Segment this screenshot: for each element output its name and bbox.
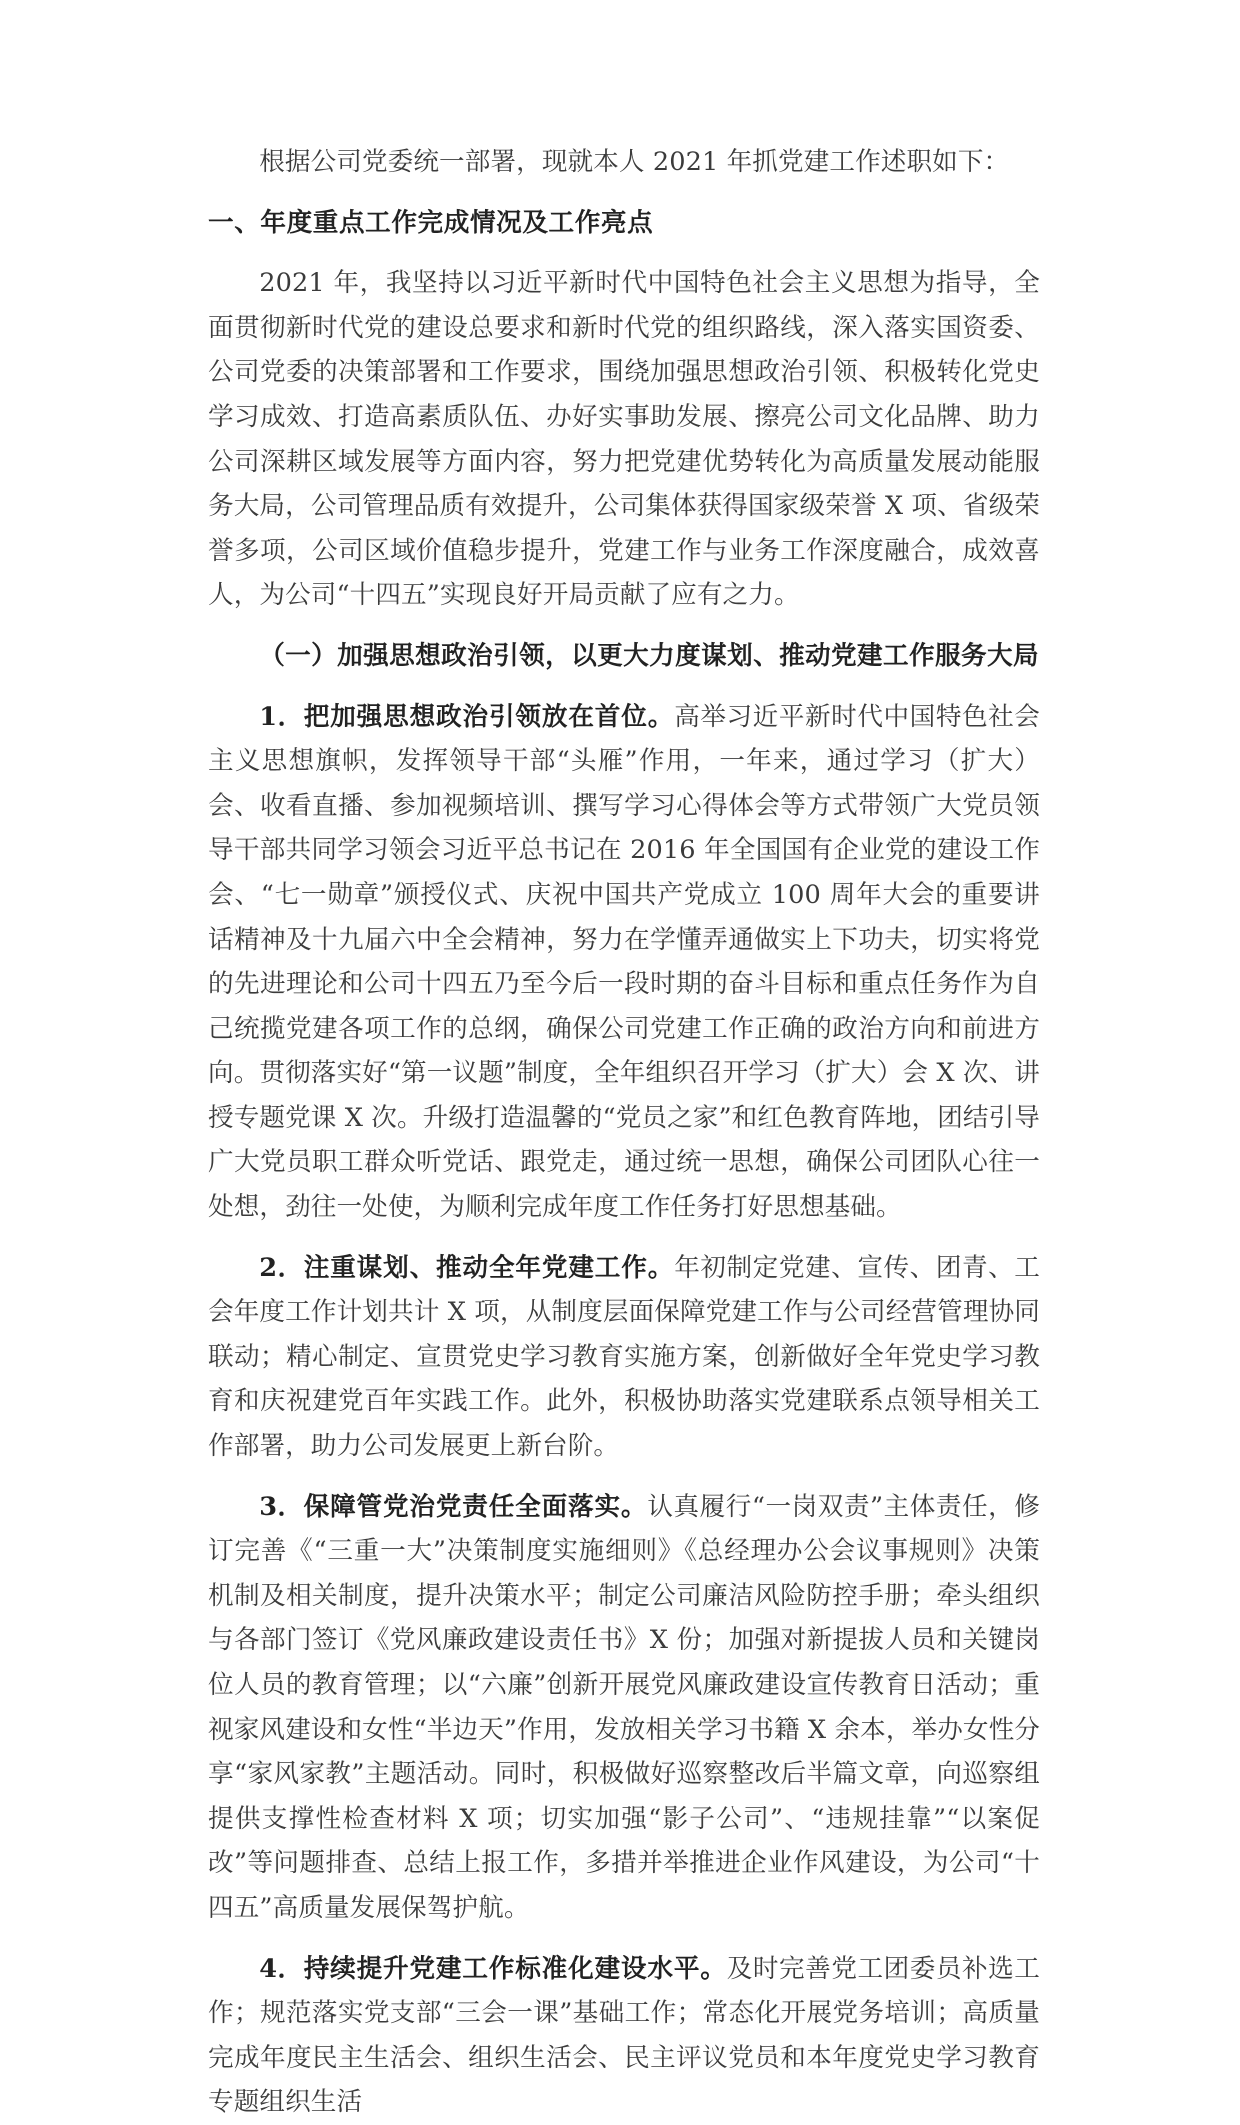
item-number: 1．	[259, 701, 304, 732]
list-item	[208, 1485, 1040, 1931]
list-item	[208, 1246, 1040, 1469]
item-label: 持续提升党建工作标准化建设水平。	[303, 1953, 727, 1984]
section-heading: 一、年度重点工作完成情况及工作亮点	[208, 207, 654, 238]
intro-paragraph: 根据公司党委统一部署，现就本人 2021 年抓党建工作述职如下：	[259, 147, 1010, 177]
item-text: 高举习近平新时代中国特色社会主义思想旗帜，发挥领导干部“头雁”作用，一年来，通过学习（扩大）会、收看直播、参加视频培训、撰写学习心得体会等方式带领广大党员领导干部共同学习领会习近平总书记在 2016 年全国国有企业党的建设工作会、“七一勋章”颁授仪式、庆祝中国共产党成立 100 周年大会的重要讲话精神及十九届六中全会精神，努力在学懂弄通做实上下功夫，切实将党的先进理论和公司十四五乃至今后一段时期的奋斗目标和重点任务作为自己统揽党建各项工作的总纲，确保公司党建工作正确的政治方向和前进方向。贯彻落实好“第一议题”制度，全年组织召开学习（扩大）会 X 次、讲授专题党课 X 次。升级打造温馨的“党员之家”和红色教育阵地，团结引导广大党员职工群众听党话、跟党走，通过统一思想，确保公司团队心往一处想，劲往一处使，为顺利完成年度工作任务打好思想基础。	[208, 701, 1040, 1223]
subsection-heading: （一）加强思想政治引领，以更大力度谋划、推动党建工作服务大局	[259, 640, 1040, 671]
item-label: 保障管党治党责任全面落实。	[303, 1491, 648, 1522]
item-label: 注重谋划、推动全年党建工作。	[303, 1252, 675, 1283]
item-label: 把加强思想政治引领放在首位。	[303, 701, 675, 732]
list-item	[208, 1947, 1040, 2125]
list-item	[208, 695, 1040, 1230]
item-number: 2．	[259, 1252, 304, 1283]
item-text: 认真履行“一岗双责”主体责任，修订完善《“三重一大”决策制度实施细则》《总经理办公会议事规则》决策机制及相关制度，提升决策水平；制定公司廉洁风险防控手册；牵头组织与各部门签订《党风廉政建设责任书》X 份；加强对新提拔人员和关键岗位人员的教育管理；以“六廉”创新开展党风廉政建设宣传教育日活动；重视家风建设和女性“半边天”作用，发放相关学习书籍 X 余本，举办女性分享“家风家教”主题活动。同时，积极做好巡察整改后半篇文章，向巡察组提供支撑性检查材料 X 项；切实加强“影子公司”、“违规挂靠”“以案促改”等问题排查、总结上报工作，多措并举推进企业作风建设，为公司“十四五”高质量发展保驾护航。	[208, 1491, 1040, 1923]
item-text: 年初制定党建、宣传、团青、工会年度工作计划共计 X 项，从制度层面保障党建工作与公司经营管理协同联动；精心制定、宣贯党史学习教育实施方案，创新做好全年党史学习教育和庆祝建党百年实践工作。此外，积极协助落实党建联系点领导相关工作部署，助力公司发展更上新台阶。	[208, 1252, 1040, 1462]
document-body	[208, 140, 1040, 2125]
item-number: 3．	[259, 1491, 304, 1522]
item-text: 及时完善党工团委员补选工作；规范落实党支部“三会一课”基础工作；常态化开展党务培训；高质量完成年度民主生活会、组织生活会、民主评议党员和本年度党史学习教育专题组织生活	[208, 1953, 1040, 2118]
item-number: 4．	[259, 1953, 304, 1984]
overview-paragraph: 2021 年，我坚持以习近平新时代中国特色社会主义思想为指导，全面贯彻新时代党的建设总要求和新时代党的组织路线，深入落实国资委、公司党委的决策部署和工作要求，围绕加强思想政治引领、积极转化党史学习成效、打造高素质队伍、办好实事助发展、擦亮公司文化品牌、助力公司深耕区域发展等方面内容，努力把党建优势转化为高质量发展动能服务大局，公司管理品质有效提升，公司集体获得国家级荣誉 X 项、省级荣誉多项，公司区域价值稳步提升，党建工作与业务工作深度融合，成效喜人，为公司“十四五”实现良好开局贡献了应有之力。	[208, 268, 1040, 611]
